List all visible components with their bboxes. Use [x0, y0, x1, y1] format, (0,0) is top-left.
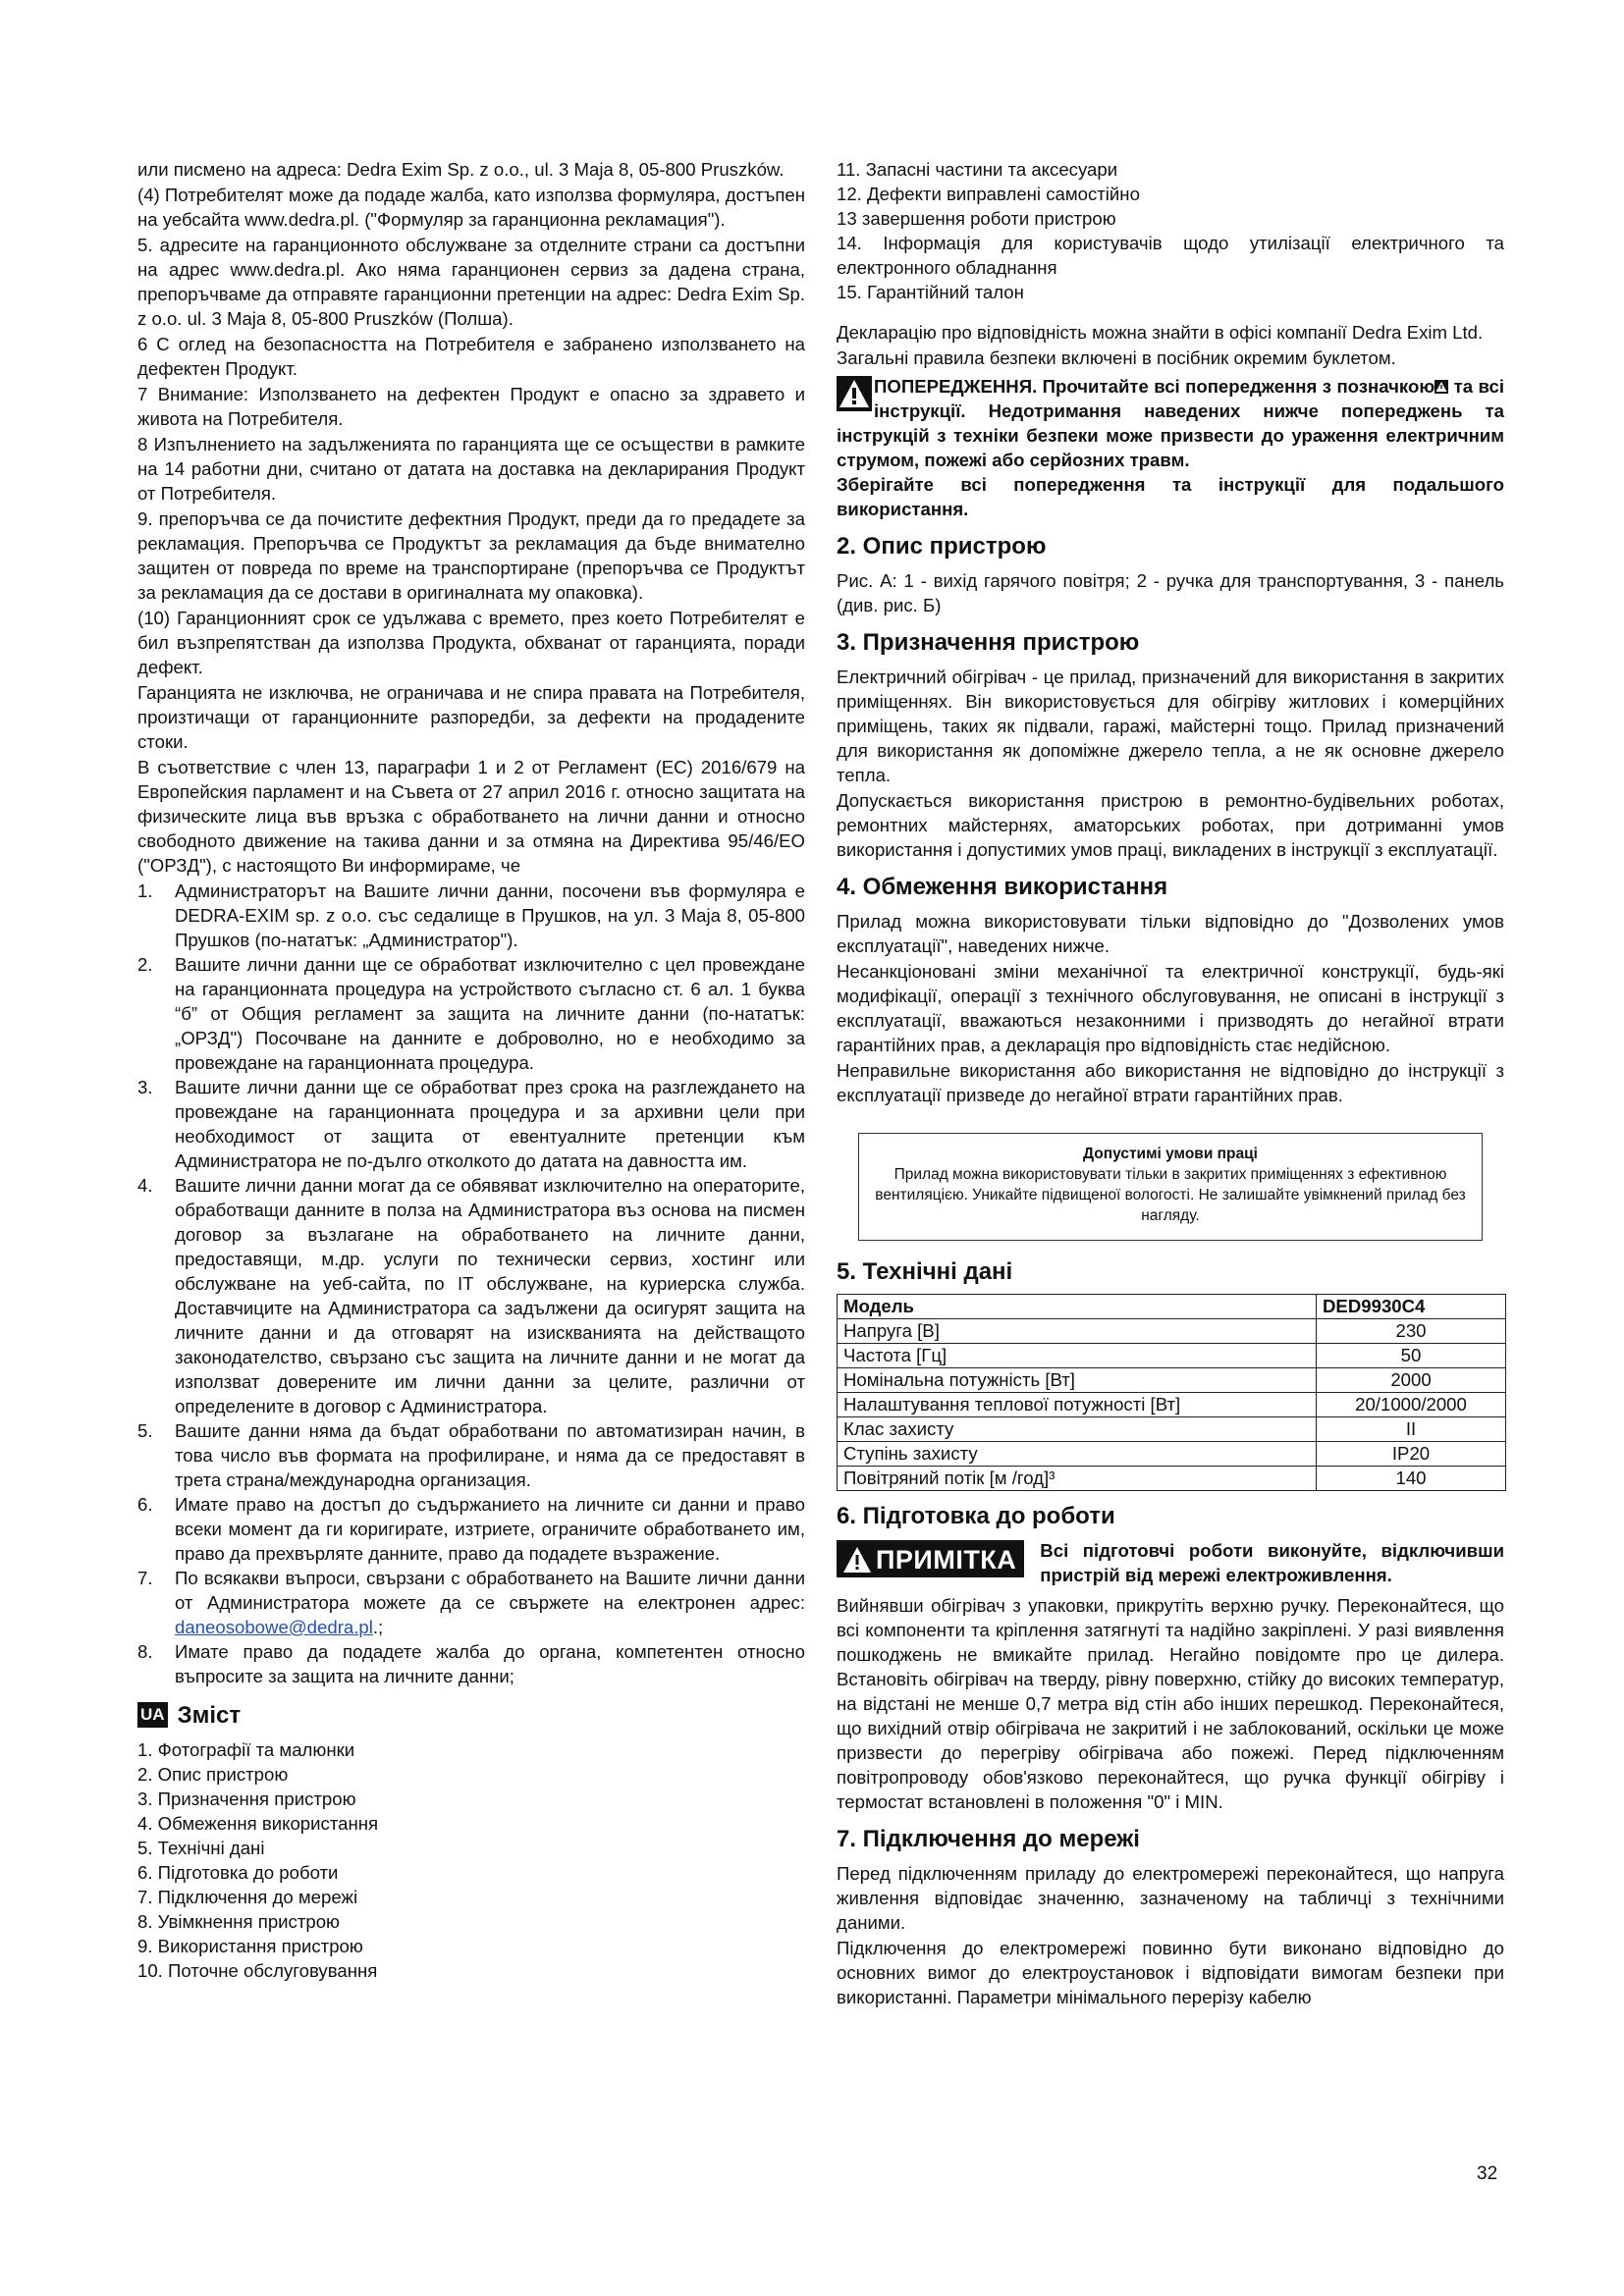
toc-heading [137, 1702, 805, 1728]
section-heading: 7. Підключення до мережі [837, 1826, 1140, 1852]
left-column [137, 157, 805, 1983]
toc-item: 13 завершення роботи пристрою [837, 208, 1116, 229]
warning-triangle-icon [842, 1546, 872, 1574]
toc-item: 5. Технічні дані [137, 1838, 265, 1858]
list-item: 1. Администраторът на Вашите лични данни, посочени във формуляра е DEDRA-EXIM sp. z o.o. със седалище в Прушков, на ул. 3 Maja 8, 05-800 Прушков (по-нататък: „Администратор"). [137, 881, 805, 950]
gdpr-list [137, 879, 805, 1688]
warning-small-icon [1435, 380, 1448, 394]
toc-item: 7. Підключення до мережі [137, 1887, 358, 1907]
list-item: 7. По всякакви въпроси, свързани с обработването на Вашите лични данни от Администратора можете да се свържете на електронен адрес: daneosobowe@dedra.pl.; [137, 1568, 805, 1637]
table-header-cell: Модель [838, 1295, 1317, 1319]
list-item: 5. Вашите данни няма да бъдат обработвани по автоматизиран начин, в това число във формата на профилиране, и няма да се предоставят в трета страна/международна организация. [137, 1420, 805, 1490]
table-row: Напруга [В] 230 [838, 1319, 1506, 1344]
note-text: Всі підготовчі роботи виконуйте, відключивши пристрій від мережі електроживлення. [1040, 1540, 1504, 1585]
section-heading: 5. Технічні дані [837, 1258, 1013, 1285]
toc-item: 10. Поточне обслуговування [137, 1960, 378, 1981]
toc-item: 3. Призначення пристрою [137, 1789, 356, 1809]
box-title: Допустимі умови праці [1083, 1146, 1258, 1162]
page-number: 32 [1477, 2163, 1498, 2184]
table-row: Клас захисту II [838, 1417, 1506, 1442]
paragraph: Вийнявши обігрівач з упаковки, прикрутіть верхню ручку. Переконайтеся, що всі компоненти та кріплення затягнуті та надійно закріплені. У разі виявлення пошкоджень не вмикайте прилад. Негайно повідомте про це дилера. Встановіть обігрівач на тверду, рівну поверхню, стійку до високих температур, на відстані не менше 0,7 метра від стін або інших перешкод. Переконайтеся, що вихідний отвір обігрівача не закритий і не заблокований, оскільки це може призвести до перегріву обігрівача або пожежі. Перед підключенням повітропроводу обов'язково переконайтеся, що ручка функції обігріву і термостат встановлені в положення "0" і MIN. [837, 1595, 1504, 1812]
paragraph: Гаранцията не изключва, не ограничава и не спира правата на Потребителя, произтичащи от гаранционните разпоредби, за дефекти на продадените стоки. [137, 682, 805, 752]
paragraph: (4) Потребителят може да подаде жалба, като използва формуляра, достъпен на уебсайта www.dedra.pl. ("Формуляр за гаранционна рекламация"). [137, 185, 805, 230]
note-badge: ПРИМІТКА [837, 1540, 1024, 1577]
toc-item: 8. Увімкнення пристрою [137, 1911, 340, 1932]
list-item: 2. Вашите лични данни ще се обработват изключително с цел провеждане на гаранционната процедура на устройството съгласно ст. 6 ал. 1 буква “б” от Общия регламент за защита на личните данни (по-нататък: „ОРЗД") Посочване на данните е доброволно, но е необходимо за провеждане на гаранционната процедура. [137, 954, 805, 1073]
table-header-row [838, 1295, 1506, 1319]
toc-item: 15. Гарантійний талон [837, 282, 1024, 302]
table-row: Ступінь захисту IP20 [838, 1442, 1506, 1467]
paragraph: В съответствие с член 13, параграфи 1 и 2 от Регламент (ЕС) 2016/679 на Европейския парламент и на Съвета от 27 април 2016 г. относно защитата на физическите лица във връзка с обработването на лични данни и относно свободното движение на такива данни и за отмяна на Директива 95/46/ЕО ("ОРЗД"), с настоящото Ви информираме, че [137, 757, 805, 876]
warning-block: ПОПЕРЕДЖЕННЯ. Прочитайте всі попередження з позначкою та всі інструкції. Недотримання наведених нижче попереджень та інструкцій з техніки безпеки може призвести до ураження електричним струмом, пожежі або серйозних травм. [837, 376, 1504, 470]
paragraph: Підключення до електромережі повинно бути виконано відповідно до основних вимог до електроустановок і відповідати вимогам безпеки при використанні. Параметри мінімального перерізу кабелю [837, 1938, 1504, 2007]
working-conditions-box [858, 1133, 1483, 1241]
note-block [837, 1538, 1504, 1587]
toc-item: 6. Підготовка до роботи [137, 1862, 339, 1883]
paragraph: 7 Внимание: Използването на дефектен Продукт е опасно за здравето и живота на Потребителя. [137, 384, 805, 429]
paragraph: 6 С оглед на безопасността на Потребителя е забранено използването на дефектен Продукт. [137, 334, 805, 379]
table-row: Номінальна потужність [Вт] 2000 [838, 1368, 1506, 1393]
list-item: 4. Вашите лични данни могат да се обявяват изключително на операторите, обработващи данните в полза на Администратора въз основа на писмен договор за възлагане на обработването на личните данни, предоставящи, м.др. услуги по технически сервиз, хостинг или обслужване на уеб-сайта, по IT обслужване, на куриерска служба. Доставчиците на Администратора са задължени да осигурят защита на личните данни и да отговарят на изискванията на действащото законодателство, свързано със защита на личните данни и не могат да използват доверените им лични данни за целите, различни от определените в договор с Администратора. [137, 1175, 805, 1416]
paragraph: 9. препоръчва се да почистите дефектния Продукт, преди да го предадете за рекламация. Препоръчва се Продуктът за рекламация да бъде внимателно защитен от повреда по време на транспортиране (препоръчва се Продуктът за рекламация да се достави в оригиналната му опаковка). [137, 508, 805, 603]
toc-title: Зміст [177, 1701, 242, 1729]
toc-item: 4. Обмеження використання [137, 1813, 379, 1834]
declaration-text: Декларацію про відповідність можна знайти в офісі компанії Dedra Exim Ltd. [837, 322, 1484, 343]
tech-data-table [837, 1294, 1506, 1491]
box-text: Прилад можна використовувати тільки в закритих приміщеннях з ефективною вентиляцією. Уникайте підвищеної вологості. Не залишайте увімкнений прилад без нагляду. [875, 1166, 1466, 1224]
paragraph: или писмено на адреса: Dedra Exim Sp. z o.o., ul. 3 Maja 8, 05-800 Pruszków. [137, 159, 785, 180]
table-row: Частота [Гц] 50 [838, 1344, 1506, 1368]
warning-keep-text: Зберігайте всі попередження та інструкції для подальшого використання. [837, 474, 1504, 519]
toc-item: 14. Інформація для користувачів щодо утилізації електричного та електронного обладнання [837, 233, 1504, 278]
warning-triangle-icon [837, 376, 872, 411]
toc-list [137, 1737, 805, 1983]
paragraph: Допускається використання пристрою в ремонтно-будівельних роботах, ремонтних майстернях, аматорських роботах, при дотриманні умов використання і допустимих умов праці, викладених в інструкції з експлуатації. [837, 790, 1504, 860]
paragraph: Перед підключенням приладу до електромережі переконайтеся, що напруга живлення відповідає значенню, зазначеному на табличці з технічними даними. [837, 1863, 1504, 1933]
table-row: Повітряний потік [м /год]³ 140 [838, 1467, 1506, 1491]
toc-item: 2. Опис пристрою [137, 1764, 289, 1785]
table-row: Налаштування теплової потужності [Вт] 20/1000/2000 [838, 1393, 1506, 1417]
right-column [837, 157, 1504, 2010]
paragraph: Прилад можна використовувати тільки відповідно до "Дозволених умов експлуатації", наведених нижче. [837, 911, 1504, 956]
paragraph: Неправильне використання або використання не відповідно до інструкції з експлуатації призведе до негайної втрати гарантійних прав. [837, 1060, 1504, 1105]
toc-item: 1. Фотографії та малюнки [137, 1739, 355, 1760]
list-item: 8. Имате право да подадете жалба до органа, компетентен относно въпросите за защита на личните данни; [137, 1641, 805, 1686]
general-rules-text: Загальні правила безпеки включені в посібник окремим буклетом. [837, 347, 1396, 368]
list-item: 6. Имате право на достъп до съдържанието на личните си данни и право всеки момент да ги коригирате, изтриете, ограничите обработването им, право да прехвърляте данните, право да подадете възражение. [137, 1494, 805, 1564]
toc-item: 9. Використання пристрою [137, 1936, 363, 1956]
language-badge: UA [137, 1702, 168, 1728]
toc-item: 12. Дефекти виправлені самостійно [837, 184, 1140, 204]
paragraph: 5. адресите на гаранционното обслужване за отделните страни са достъпни на адрес www.dedra.pl. Ако няма гаранционен сервиз за дадена страна, препоръчваме да отправяте гаранционни претенции на адрес: Dedra Exim Sp. z o.o. ul. 3 Maja 8, 05-800 Pruszków (Полша). [137, 235, 805, 329]
toc-list-continued [837, 157, 1504, 304]
section-heading: 4. Обмеження використання [837, 874, 1168, 900]
section-heading: 3. Призначення пристрою [837, 629, 1140, 656]
paragraph: (10) Гаранционният срок се удължава с времето, през което Потребителят е бил възпрепятстван да използва Продукта, обхванат от гаранцията, поради дефект. [137, 608, 805, 677]
list-item: 3. Вашите лични данни ще се обработват през срока на разглеждането на провеждане на гаранционната процедура и за архивни цели при необходимост от защита от евентуалните претенции към Администратора не по-дълго отколкото до датата на давността им. [137, 1077, 805, 1171]
paragraph: Рис. A: 1 - вихід гарячого повітря; 2 - ручка для транспортування, 3 - панель (див. рис. Б) [837, 570, 1504, 615]
section-heading: 6. Підготовка до роботи [837, 1503, 1115, 1529]
toc-item: 11. Запасні частини та аксесуари [837, 159, 1118, 180]
section-heading: 2. Опис пристрою [837, 533, 1047, 560]
paragraph: Електричний обігрівач - це прилад, призначений для використання в закритих приміщеннях. Він використовується для обігріву житлових і комерційних приміщень, таких як підвали, гаражі, майстерні тощо. Прилад призначений для використання як допоміжне джерело тепла, а не як основне джерело тепла. [837, 667, 1504, 785]
paragraph: Несанкціоновані зміни механічної та електричної конструкції, будь-які модифікації, операції з технічного обслуговування, не описані в інструкції з експлуатації, вважаються незаконними і призводять до негайної втрати гарантійних прав, а декларація про відповідність стає недійсною. [837, 961, 1504, 1055]
email-link[interactable]: daneosobowe@dedra.pl [175, 1617, 373, 1637]
paragraph: 8 Изпълнението на задълженията по гаранцията ще се осъществи в рамките на 14 работни дни, считано от датата на доставка на декларирания Продукт от Потребителя. [137, 434, 805, 504]
table-header-cell: DED9930C4 [1317, 1295, 1506, 1319]
